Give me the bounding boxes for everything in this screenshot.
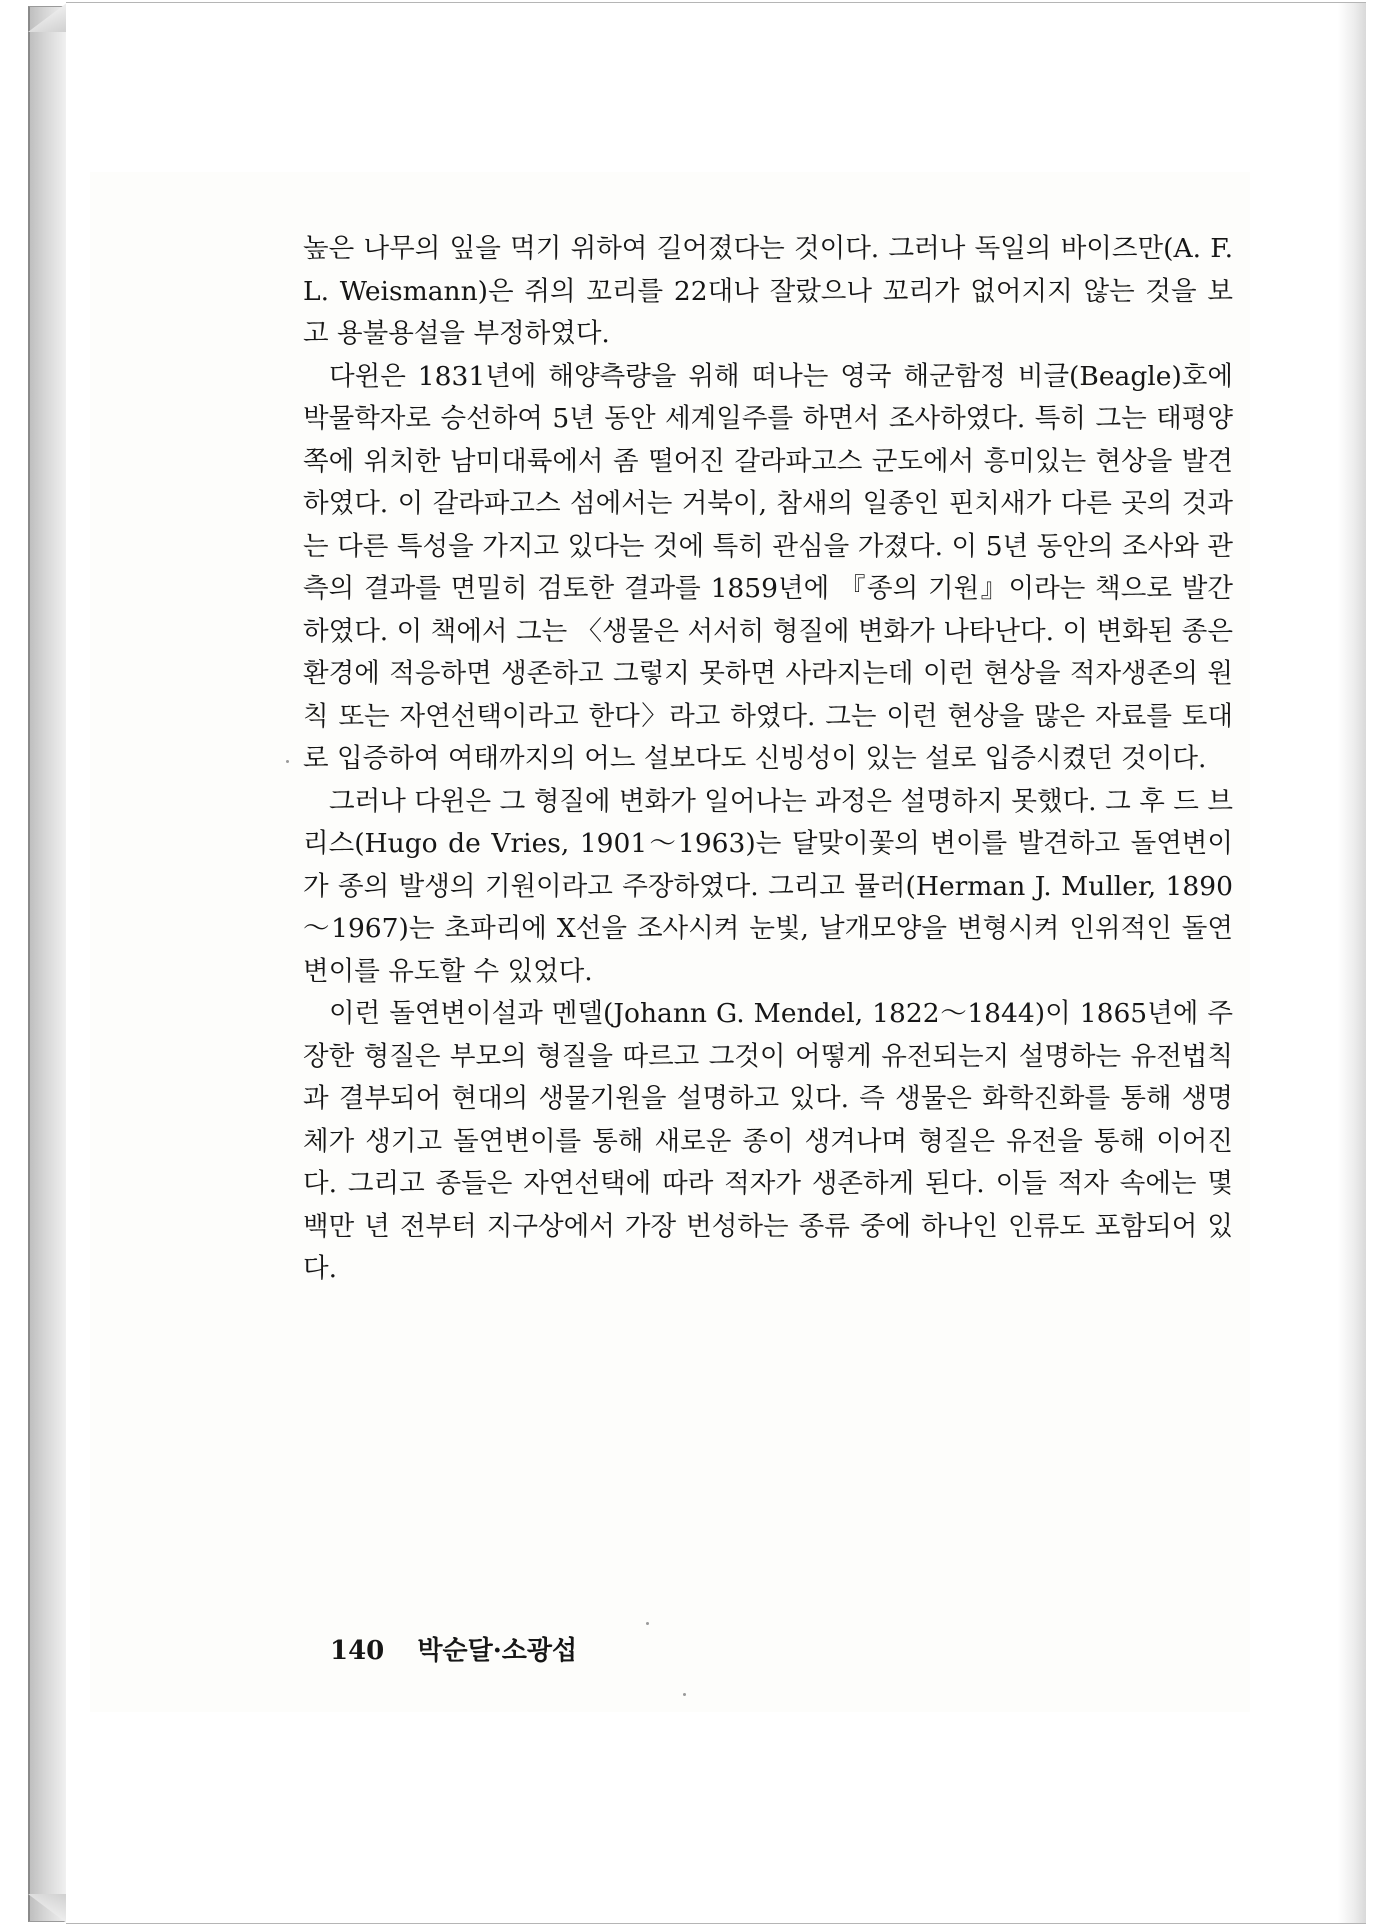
paragraph-4: 이런 돌연변이설과 멘델(Johann G. Mendel, 1822～1844)이 1865년에 주장한 형질은 부모의 형질을 따르고 그것이 어떻게 유전되는지 설명하는 유전법칙과 결부되어 현대의 생물기원을 설명하고 있다. 즉 생물은 화학진화를 통해 생명체가 생기고 돌연변이를 통해 새로운 종이 생겨나며 형질은 유전을 통해 이어진다. 그리고 종들은 자연선택에 따라 적자가 생존하게 된다. 이들 적자 속에는 몇 백만 년 전부터 지구상에서 가장 번성하는 종류 중에 하나인 인류도 포함되어 있다. [303,998,1233,1284]
paragraph-1: 높은 나무의 잎을 먹기 위하여 길어졌다는 것이다. 그러나 독일의 바이즈만(A. F. L. Weismann)은 쥐의 꼬리를 22대나 잘랐으나 꼬리가 없어지지 않는 것을 보고 용불용설을 부정하였다. [303,233,1233,349]
scan-speck [683,1693,686,1696]
paragraph-3: 그러나 다윈은 그 형질에 변화가 일어나는 과정은 설명하지 못했다. 그 후 드 브리스(Hugo de Vries, 1901～1963)는 달맞이꽃의 변이를 발견하고 돌연변이가 종의 발생의 기원이라고 주장하였다. 그리고 뮬러(Herman J. Muller, 1890～1967)는 초파리에 X선을 조사시켜 눈빛, 날개모양을 변형시켜 인위적인 돌연변이를 유도할 수 있었다. [303,785,1233,987]
footer-authors: 박순달·소광섭 [417,1636,578,1666]
body-text [303,228,1233,1291]
scan-speck [646,1622,649,1625]
paragraph-2: 다윈은 1831년에 해양측량을 위해 떠나는 영국 해군함정 비글(Beagle)호에 박물학자로 승선하여 5년 동안 세계일주를 하면서 조사하였다. 특히 그는 태평양 쪽에 위치한 남미대륙에서 좀 떨어진 갈라파고스 군도에서 흥미있는 현상을 발견하였다. 이 갈라파고스 섬에서는 거북이, 참새의 일종인 핀치새가 다른 곳의 것과는 다른 특성을 가지고 있다는 것에 특히 관심을 가졌다. 이 5년 동안의 조사와 관측의 결과를 면밀히 검토한 결과를 1859년에 『종의 기원』이라는 책으로 발간하였다. 이 책에서 그는 〈생물은 서서히 형질에 변화가 나타난다. 이 변화된 종은 환경에 적응하면 생존하고 그렇지 못하면 사라지는데 이런 현상을 적자생존의 원칙 또는 자연선택이라고 한다〉라고 하였다. 그는 이런 현상을 많은 자료를 토대로 입증하여 여태까지의 어느 설보다도 신빙성이 있는 설로 입증시켰던 것이다. [303,360,1233,774]
page-edge-shadow [1338,3,1366,1923]
page-footer [330,1630,577,1667]
book-spine [28,6,68,1922]
page-number: 140 [330,1636,385,1666]
scan-speck [286,760,289,763]
